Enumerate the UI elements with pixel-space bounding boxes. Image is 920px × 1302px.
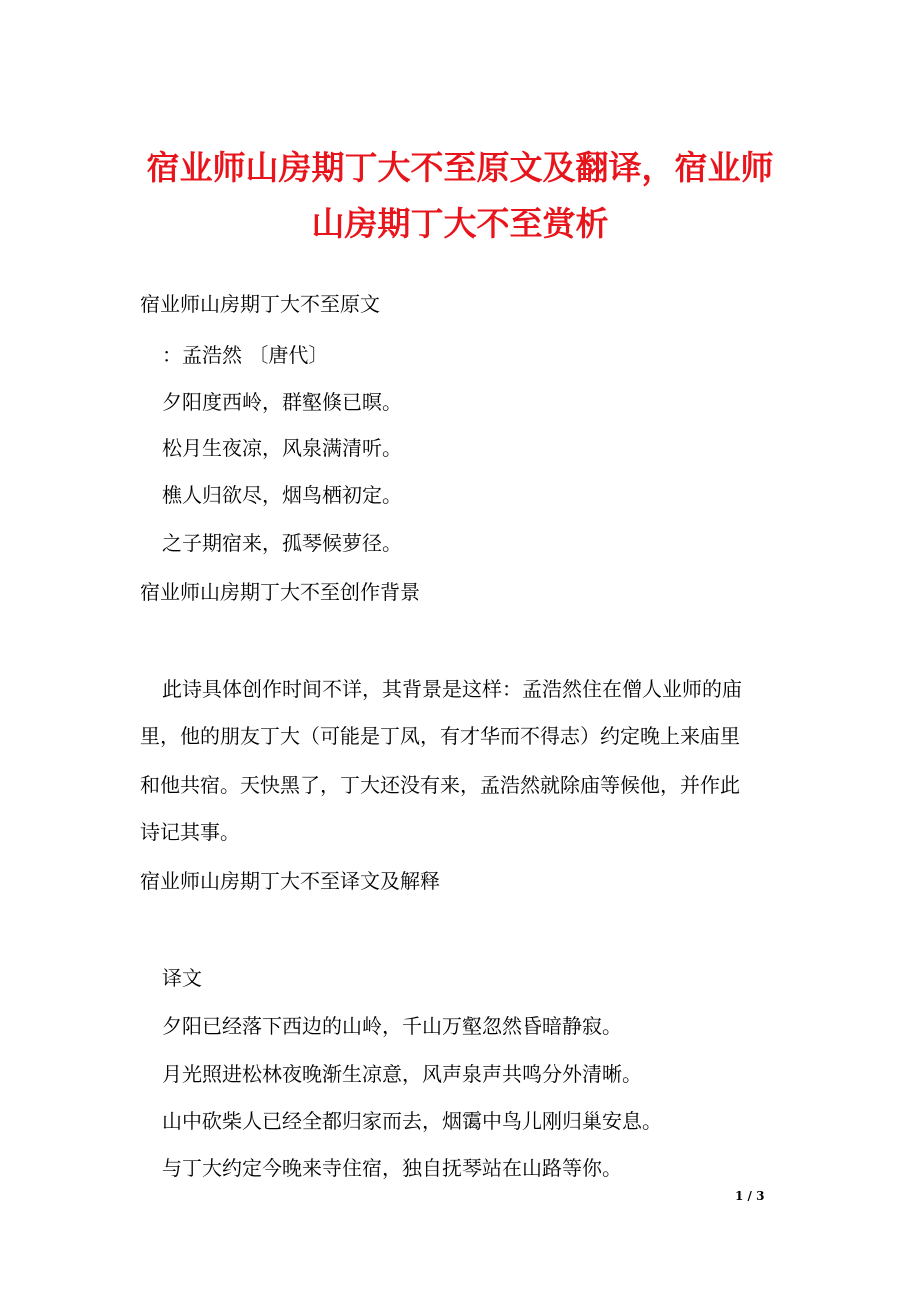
poem-author-line: ：孟浩然 〔唐代〕: [162, 343, 329, 367]
background-paragraph-line: 和他共宿。天快黑了，丁大还没有来，孟浩然就除庙等候他，并作此: [140, 773, 740, 797]
section-heading-original-text: 宿业师山房期丁大不至原文: [140, 292, 380, 316]
document-title-line-2: 山房期丁大不至赏析: [311, 204, 609, 243]
page-number: 1 / 3: [735, 1189, 765, 1203]
translation-line: 山中砍柴人已经全都归家而去，烟霭中鸟儿刚归巢安息。: [162, 1109, 662, 1133]
poem-line: 樵人归欲尽，烟鸟栖初定。: [162, 483, 402, 507]
translation-line: 夕阳已经落下西边的山岭，千山万壑忽然昏暗静寂。: [162, 1014, 622, 1038]
translation-label: 译文: [162, 966, 202, 990]
poem-line: 之子期宿来，孤琴候萝径。: [162, 531, 402, 555]
section-heading-background: 宿业师山房期丁大不至创作背景: [140, 580, 420, 604]
section-heading-translation: 宿业师山房期丁大不至译文及解释: [140, 869, 440, 893]
poem-line: 松月生夜凉，风泉满清听。: [162, 436, 402, 460]
document-title-line-1: 宿业师山房期丁大不至原文及翻译，宿业师: [146, 148, 774, 187]
translation-line: 与丁大约定今晚来寺住宿，独自抚琴站在山路等你。: [162, 1156, 622, 1180]
poem-line: 夕阳度西岭，群壑倏已暝。: [162, 390, 402, 414]
background-paragraph-line: 里，他的朋友丁大（可能是丁凤，有才华而不得志）约定晚上来庙里: [140, 724, 740, 748]
background-paragraph-line: 诗记其事。: [140, 820, 240, 844]
translation-line: 月光照进松林夜晚渐生凉意，风声泉声共鸣分外清晰。: [162, 1062, 642, 1086]
background-paragraph-line: 此诗具体创作时间不详，其背景是这样：孟浩然住在僧人业师的庙: [162, 677, 742, 701]
